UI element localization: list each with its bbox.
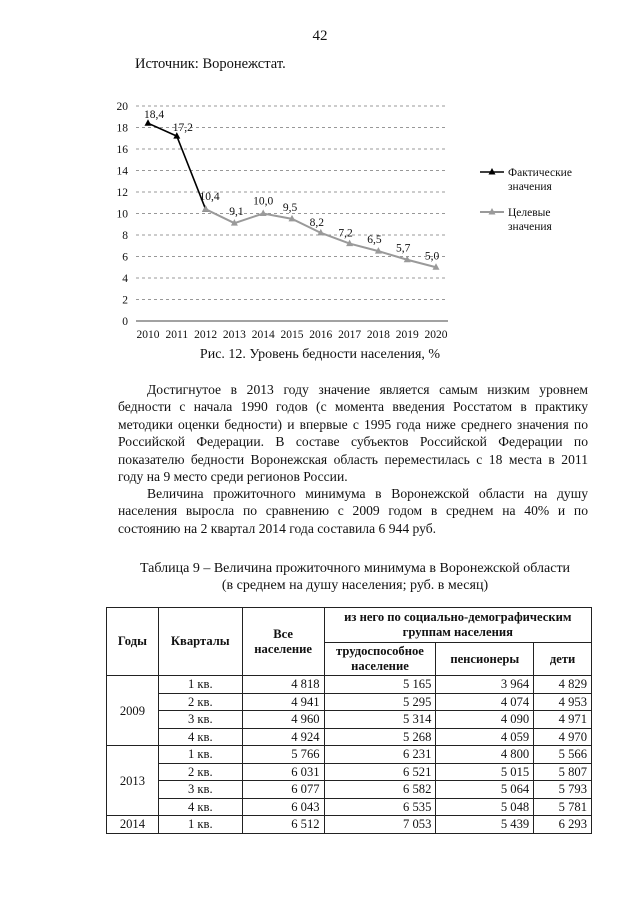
- quarter-cell: 2 кв.: [158, 763, 242, 781]
- table-row: [107, 676, 592, 694]
- table-caption-line-1: Таблица 9 – Величина прожиточного минимума в Воронежской области: [139, 561, 571, 576]
- working-age-cell: 7 053: [324, 816, 436, 834]
- children-cell: 5 566: [534, 746, 592, 764]
- x-tick-label: 2019: [395, 329, 419, 341]
- data-label: 18,4: [143, 109, 165, 122]
- legend-actual-label-line2: значения: [508, 181, 552, 193]
- quarter-cell: 1 кв.: [158, 816, 242, 834]
- working-age-cell: 5 295: [324, 693, 436, 711]
- pensioners-cell: 5 048: [436, 798, 534, 816]
- paragraph-1: Достигнутое в 2013 году значение является самым низким уровнем бедности с начала 1990 годов (с момента введения Росстатом в практику методики оценки бедности) и впервые с 1995 года ниже среднего значения по Российской Федерации. В составе субъектов Российской Федерации по показателю бедности Воронежская область переместилась с 18 места в 2011 году на 9 место среди регионов России.: [118, 382, 588, 485]
- total-cell: 4 941: [242, 693, 324, 711]
- working-age-cell: 5 268: [324, 728, 436, 746]
- y-tick-label: 2: [122, 294, 128, 307]
- quarter-cell: 4 кв.: [158, 728, 242, 746]
- header-quarters: Кварталы: [158, 608, 242, 676]
- figure-caption: Рис. 12. Уровень бедности населения, %: [199, 347, 441, 362]
- year-group-2013: [107, 746, 592, 816]
- pensioners-cell: 4 800: [436, 746, 534, 764]
- total-cell: 4 818: [242, 676, 324, 694]
- header-total-population: Все население: [242, 608, 324, 676]
- quarter-cell: 1 кв.: [158, 676, 242, 694]
- paragraph-2: Величина прожиточного минимума в Воронежской области на душу населения выросла по сравнению с 2009 годом в среднем на 40% и по состоянию на 2 квартал 2014 года составила 6 944 руб.: [118, 486, 588, 536]
- table-caption: [110, 560, 600, 594]
- x-tick-label: 2010: [136, 329, 160, 341]
- target-series-point: [202, 205, 209, 212]
- year-cell: 2009: [107, 676, 159, 746]
- x-tick-label: 2013: [222, 329, 246, 341]
- working-age-cell: 5 314: [324, 711, 436, 729]
- pensioners-cell: 4 059: [436, 728, 534, 746]
- data-label: 10,4: [199, 191, 220, 204]
- data-label: 5,0: [424, 250, 440, 263]
- quarter-cell: 1 кв.: [158, 746, 242, 764]
- page-number: 42: [312, 28, 328, 44]
- quarter-cell: 4 кв.: [158, 798, 242, 816]
- children-cell: 4 953: [534, 693, 592, 711]
- pensioners-cell: 4 090: [436, 711, 534, 729]
- table-row: [107, 746, 592, 764]
- table-row: [107, 711, 592, 729]
- table-row: [107, 781, 592, 799]
- y-tick-label: 16: [116, 144, 128, 156]
- y-tick-label: 18: [116, 122, 128, 135]
- table-row: [107, 693, 592, 711]
- header-pensioners: пенсионеры: [436, 643, 534, 676]
- table-caption-line-2: (в среднем на душу населения; руб. в месяц): [221, 578, 489, 593]
- children-cell: 4 970: [534, 728, 592, 746]
- y-tick-label: 6: [122, 251, 128, 264]
- table-row: [107, 728, 592, 746]
- total-cell: 6 031: [242, 763, 324, 781]
- children-cell: 4 971: [534, 711, 592, 729]
- x-tick-label: 2014: [251, 329, 275, 341]
- data-label: 5,7: [396, 242, 411, 255]
- legend-target-label: Целевые: [508, 207, 551, 219]
- pensioners-cell: 5 064: [436, 781, 534, 799]
- subsistence-minimum-table: [106, 607, 592, 834]
- data-label: 9,5: [282, 201, 298, 214]
- header-working-age: трудоспособное население: [324, 643, 436, 676]
- y-tick-label: 8: [122, 230, 128, 242]
- table-row: [107, 798, 592, 816]
- poverty-level-chart: [106, 96, 576, 346]
- year-cell: 2014: [107, 816, 159, 834]
- children-cell: 5 781: [534, 798, 592, 816]
- children-cell: 5 807: [534, 763, 592, 781]
- working-age-cell: 6 231: [324, 746, 436, 764]
- table-row: [107, 816, 592, 834]
- total-cell: 6 077: [242, 781, 324, 799]
- pensioners-cell: 3 964: [436, 676, 534, 694]
- table-row: [107, 763, 592, 781]
- quarter-cell: 2 кв.: [158, 693, 242, 711]
- y-tick-label: 20: [116, 101, 128, 113]
- x-tick-label: 2012: [194, 329, 218, 341]
- legend-target-label-line2: значения: [508, 221, 552, 233]
- total-cell: 4 924: [242, 728, 324, 746]
- header-children: дети: [534, 643, 592, 676]
- legend-actual-label: Фактические: [508, 167, 572, 179]
- x-tick-label: 2018: [366, 329, 390, 341]
- target-series-point: [260, 210, 267, 217]
- data-label: 7,2: [338, 227, 353, 240]
- data-label: 17,2: [172, 122, 193, 135]
- y-tick-label: 0: [122, 316, 128, 328]
- x-tick-label: 2015: [280, 329, 304, 341]
- total-cell: 5 766: [242, 746, 324, 764]
- total-cell: 6 043: [242, 798, 324, 816]
- header-social-groups: из него по социально-демографическим группам населения: [324, 608, 591, 643]
- working-age-cell: 6 521: [324, 763, 436, 781]
- children-cell: 6 293: [534, 816, 592, 834]
- year-group-2009: [107, 676, 592, 746]
- children-cell: 4 829: [534, 676, 592, 694]
- x-tick-label: 2011: [165, 329, 189, 341]
- quarter-cell: 3 кв.: [158, 781, 242, 799]
- year-group-2014: [107, 816, 592, 834]
- working-age-cell: 5 165: [324, 676, 436, 694]
- data-label: 8,2: [309, 216, 324, 229]
- x-tick-label: 2017: [338, 329, 362, 341]
- working-age-cell: 6 535: [324, 798, 436, 816]
- total-cell: 4 960: [242, 711, 324, 729]
- pensioners-cell: 5 439: [436, 816, 534, 834]
- data-label: 6,5: [367, 234, 382, 247]
- y-tick-label: 14: [116, 165, 128, 178]
- y-tick-label: 10: [116, 208, 128, 221]
- x-tick-label: 2020: [424, 329, 448, 341]
- pensioners-cell: 5 015: [436, 763, 534, 781]
- y-tick-label: 4: [122, 273, 128, 285]
- children-cell: 5 793: [534, 781, 592, 799]
- header-years: Годы: [107, 608, 159, 676]
- source-note: Источник: Воронежстат.: [135, 56, 286, 72]
- x-tick-label: 2016: [309, 329, 333, 341]
- quarter-cell: 3 кв.: [158, 711, 242, 729]
- year-cell: 2013: [107, 746, 159, 816]
- working-age-cell: 6 582: [324, 781, 436, 799]
- data-label: 9,1: [229, 206, 244, 219]
- total-cell: 6 512: [242, 816, 324, 834]
- y-tick-label: 12: [116, 187, 128, 199]
- pensioners-cell: 4 074: [436, 693, 534, 711]
- data-label: 10,0: [253, 195, 274, 208]
